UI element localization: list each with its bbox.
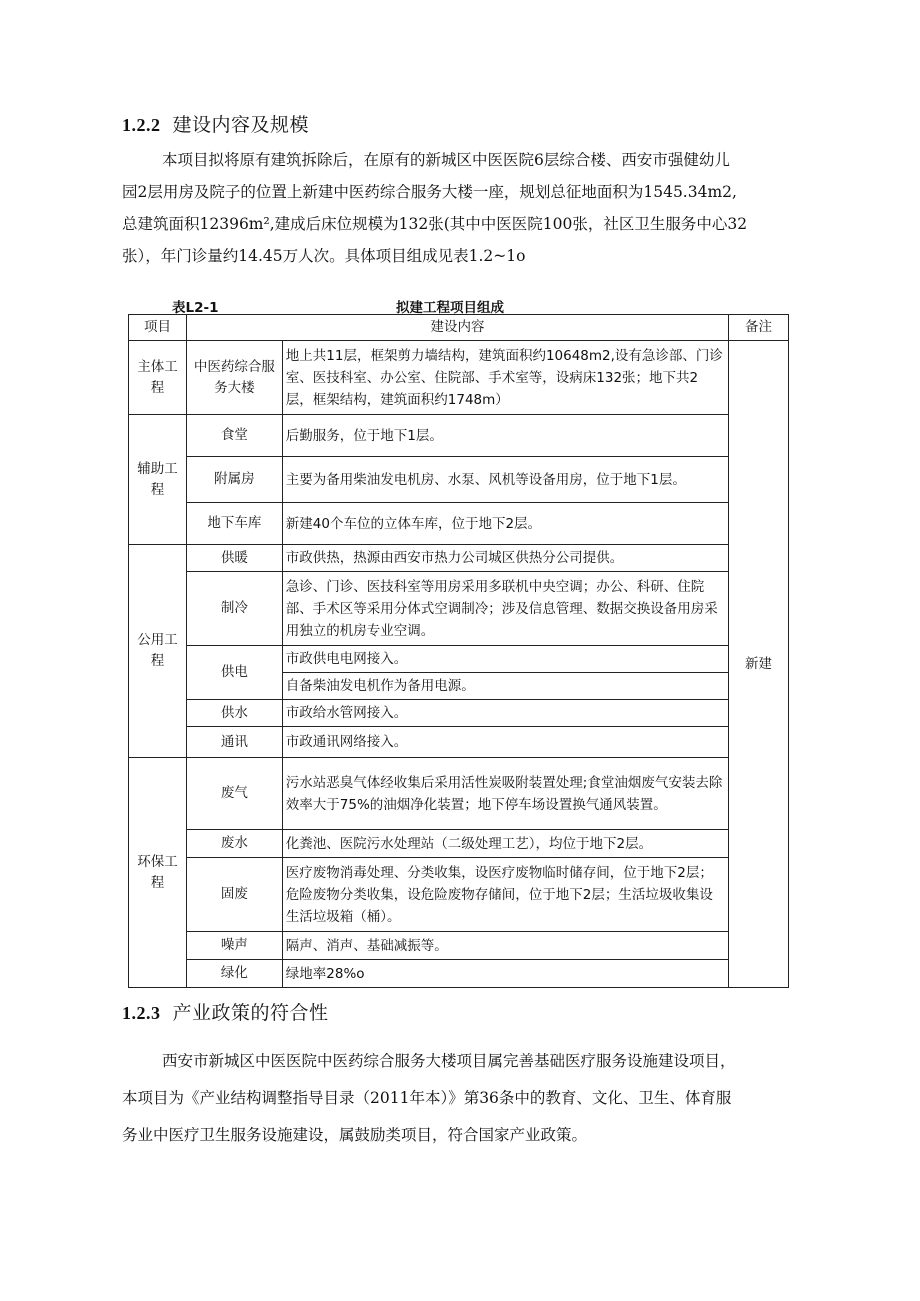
- item-description: 市政通讯网络接入。: [282, 727, 728, 758]
- sub-item: 供电: [186, 646, 282, 700]
- sub-item: 噪声: [186, 932, 282, 960]
- policy-line: 本项目为《产业结构调整指导目录（2011年本）》第36条中的教育、文化、卫生、体育服: [122, 1089, 732, 1107]
- intro-line: 张），年门诊量约14.45万人次。具体项目组成见表1.2~1o: [122, 247, 526, 265]
- item-description: 隔声、消声、基础减振等。: [282, 932, 728, 960]
- sub-item: 供水: [186, 700, 282, 727]
- section-heading-1-2-2: [122, 110, 309, 137]
- table-row: [129, 415, 789, 457]
- project-composition-table: [128, 314, 789, 988]
- intro-line: 本项目拟将原有建筑拆除后，在原有的新城区中医医院6层综合楼、西安市强健幼儿: [162, 151, 730, 169]
- policy-line: 务业中医疗卫生服务设施建设，属鼓励类项目，符合国家产业政策。: [122, 1126, 588, 1144]
- table-caption-title: 拟建工程项目组成: [396, 300, 504, 316]
- header-note: 备注: [729, 315, 789, 341]
- table-caption-id: 表L2-1: [172, 300, 219, 316]
- section-number: 1.2.2: [122, 115, 161, 135]
- section-title: 建设内容及规模: [172, 114, 310, 136]
- table-row: [129, 646, 789, 673]
- item-description: 新建40个车位的立体车库，位于地下2层。: [282, 503, 728, 545]
- item-description: 污水站恶臭气体经收集后采用活性炭吸附装置处理;食堂油烟废气安装去除效率大于75%的油烟净化装置；地下停车场设置换气通风装置。: [282, 758, 728, 830]
- item-description: 医疗废物消毒处理、分类收集，设医疗废物临时储存间，位于地下2层；危险废物分类收集，设危险废物存储间，位于地下2层；生活垃圾收集设生活垃圾箱（桶）。: [282, 858, 728, 932]
- policy-paragraph: [122, 1043, 812, 1154]
- sub-item: 地下车库: [186, 503, 282, 545]
- intro-line: 园2层用房及院子的位置上新建中医药综合服务大楼一座，规划总征地面积为1545.34m2,: [122, 183, 737, 201]
- category-environmental: 环保工程: [129, 758, 187, 988]
- item-description: 地上共11层，框架剪力墙结构，建筑面积约10648m2,设有急诊部、门诊室、医技科室、办公室、住院部、手术室等，设病床132张；地下共2层，框架结构，建筑面积约1748m）: [282, 341, 728, 415]
- item-description: 化粪池、医院污水处理站（二级处理工艺），均位于地下2层。: [282, 830, 728, 858]
- sub-item: 附属房: [186, 457, 282, 503]
- category-auxiliary: 辅助工程: [129, 415, 187, 545]
- table-row: [129, 700, 789, 727]
- item-description: 自备柴油发电机作为备用电源。: [282, 673, 728, 700]
- table-row: [129, 572, 789, 646]
- sub-item: 通讯: [186, 727, 282, 758]
- header-content: 建设内容: [186, 315, 728, 341]
- header-item: 项目: [129, 315, 187, 341]
- sub-item: 废气: [186, 758, 282, 830]
- item-description: 市政供热，热源由西安市热力公司城区供热分公司提供。: [282, 545, 728, 572]
- section-title: 产业政策的符合性: [172, 1002, 329, 1024]
- intro-paragraph: [122, 144, 812, 272]
- item-description: 绿地率28%o: [282, 960, 728, 988]
- table-row: [129, 960, 789, 988]
- sub-item: 中医药综合服务大楼: [186, 341, 282, 415]
- item-description: 急诊、门诊、医技科室等用房采用多联机中央空调；办公、科研、住院部、手术区等采用分体式空调制冷；涉及信息管理、数据交换设备用房采用独立的机房专业空调。: [282, 572, 728, 646]
- table-row: [129, 457, 789, 503]
- sub-item: 制冷: [186, 572, 282, 646]
- table-row: [129, 830, 789, 858]
- sub-item: 绿化: [186, 960, 282, 988]
- section-number: 1.2.3: [122, 1003, 161, 1023]
- item-description: 市政给水管网接入。: [282, 700, 728, 727]
- table-row: [129, 932, 789, 960]
- category-main: 主体工程: [129, 341, 187, 415]
- table-row: [129, 727, 789, 758]
- section-heading-1-2-3: [122, 998, 329, 1025]
- item-description: 市政供电电网接入。: [282, 646, 728, 673]
- item-description: 主要为备用柴油发电机房、水泵、风机等设备用房，位于地下1层。: [282, 457, 728, 503]
- table-row: [129, 758, 789, 830]
- table-row: [129, 503, 789, 545]
- note-new: 新建: [729, 341, 789, 988]
- table-header-row: [129, 315, 789, 341]
- sub-item: 废水: [186, 830, 282, 858]
- sub-item: 固废: [186, 858, 282, 932]
- sub-item: 食堂: [186, 415, 282, 457]
- intro-line: 总建筑面积12396m²,建成后床位规模为132张(其中中医医院100张，社区卫生服务中心32: [122, 215, 748, 233]
- table-row: [129, 341, 789, 415]
- table-row: [129, 545, 789, 572]
- sub-item: 供暖: [186, 545, 282, 572]
- item-description: 后勤服务，位于地下1层。: [282, 415, 728, 457]
- category-public: 公用工程: [129, 545, 187, 758]
- policy-line: 西安市新城区中医医院中医药综合服务大楼项目属完善基础医疗服务设施建设项目，: [162, 1052, 736, 1070]
- table-row: [129, 858, 789, 932]
